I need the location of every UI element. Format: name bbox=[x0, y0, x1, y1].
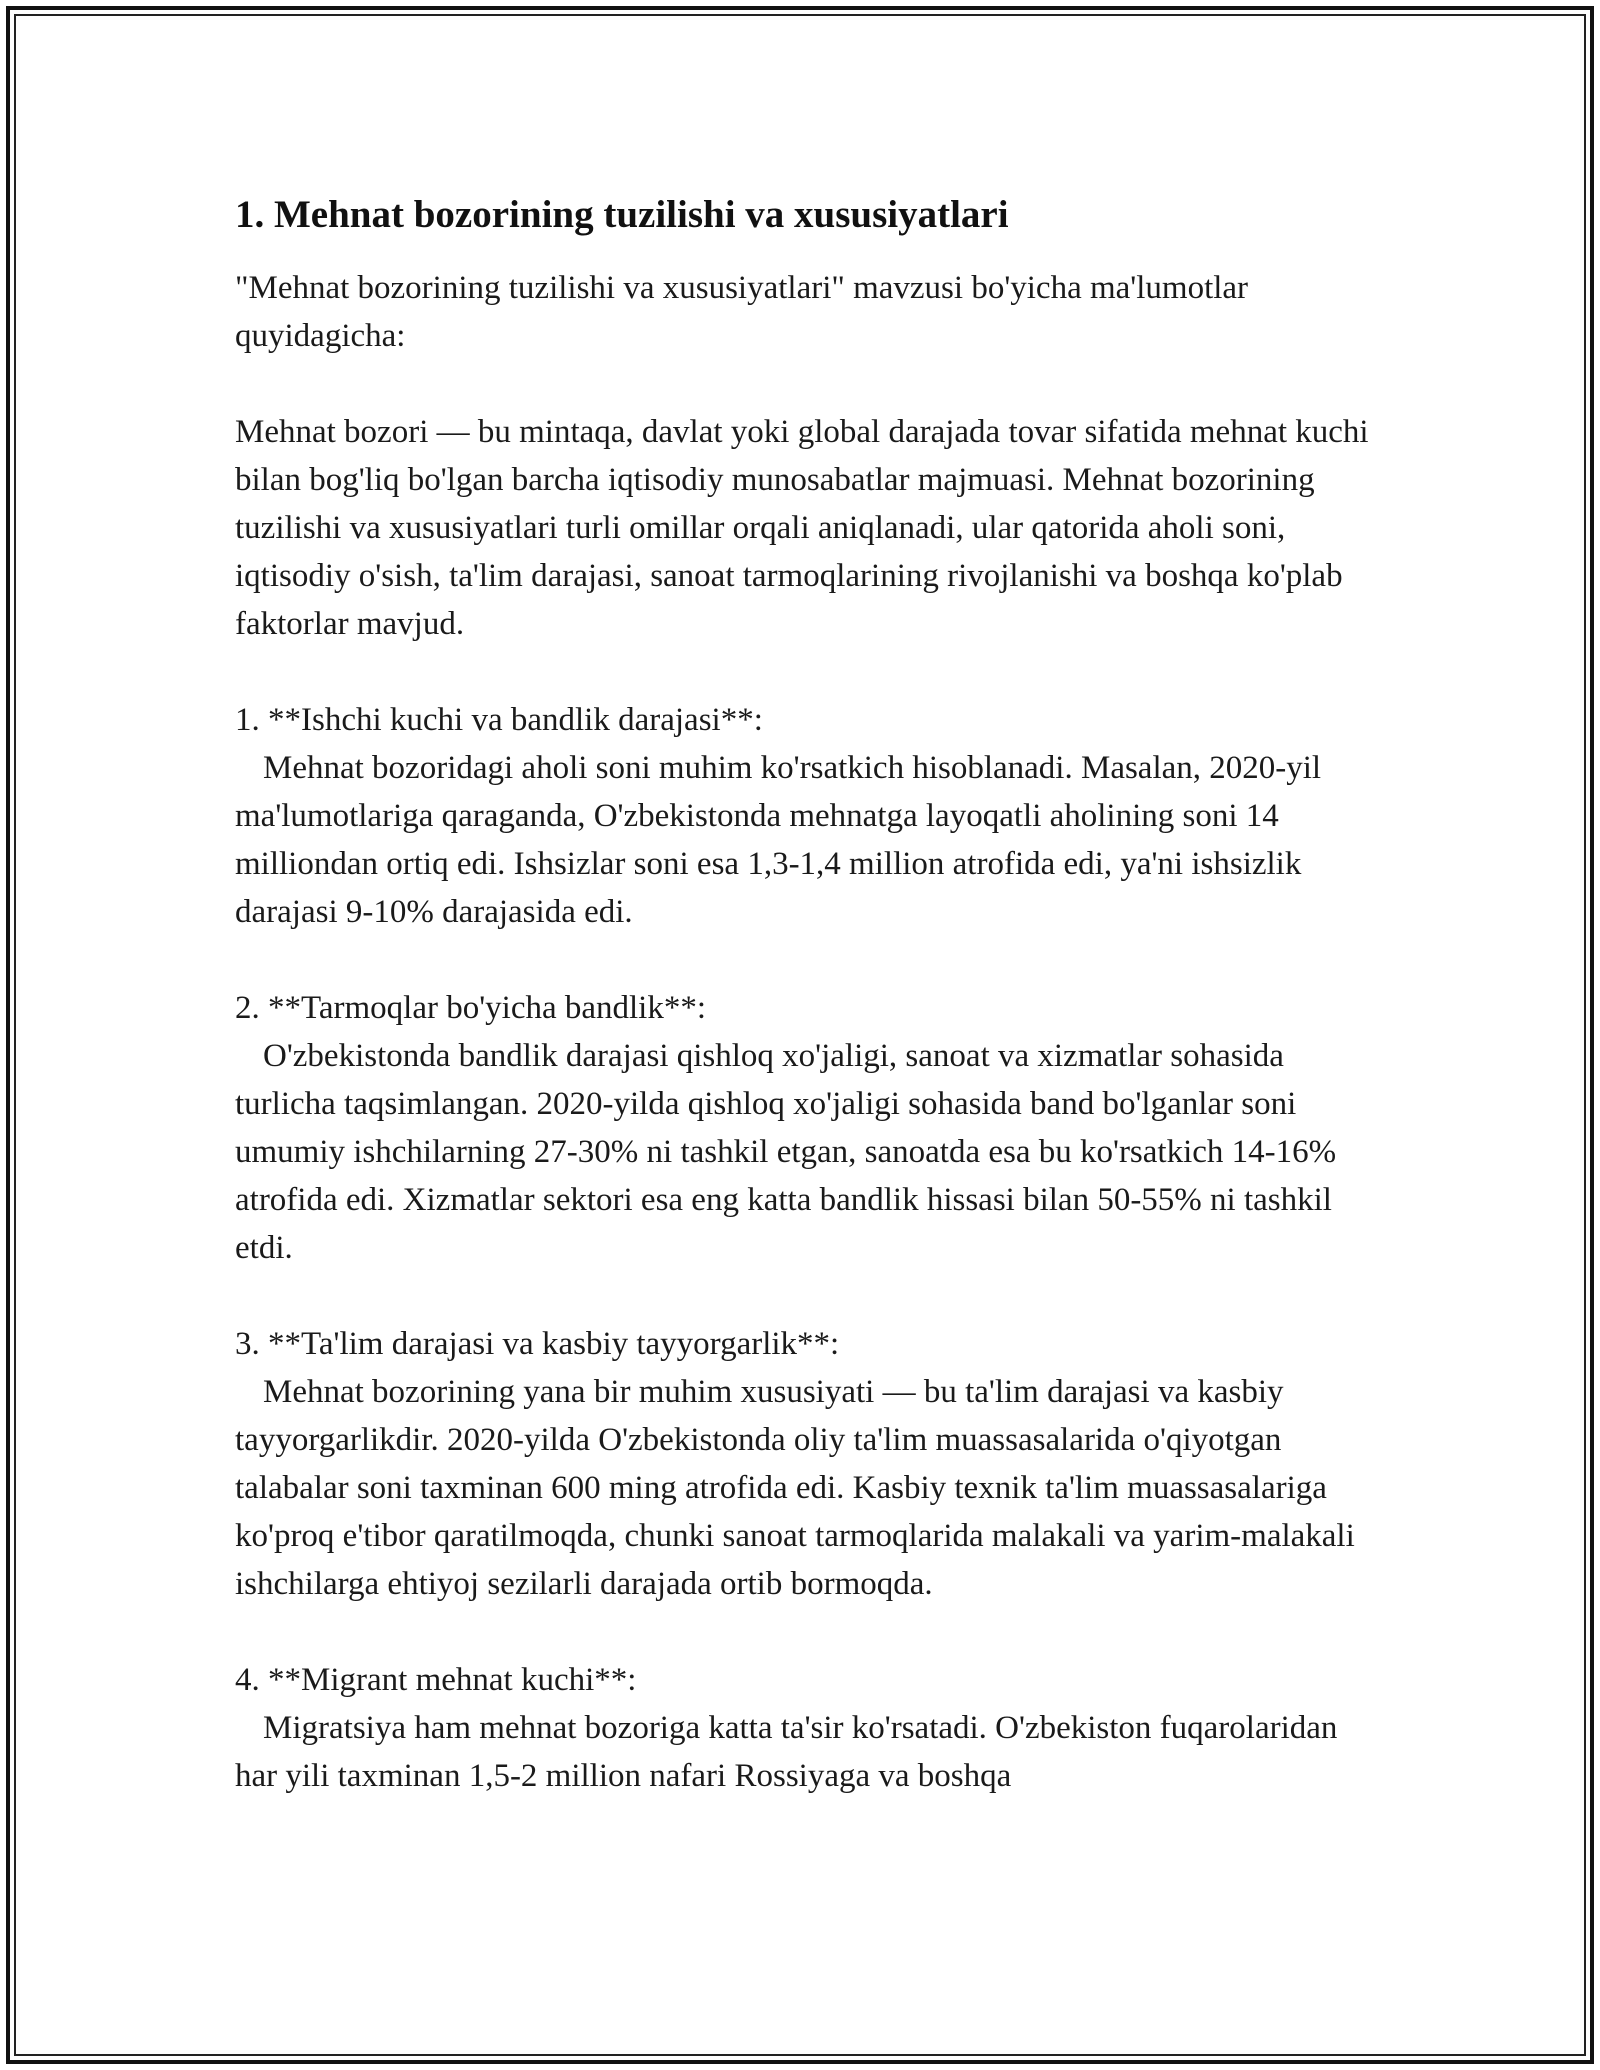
list-item bbox=[235, 696, 1375, 936]
spacer bbox=[235, 936, 1375, 984]
list-item-heading: 4. **Migrant mehnat kuchi**: bbox=[235, 1662, 637, 1698]
list-item-heading: 1. **Ishchi kuchi va bandlik darajasi**: bbox=[235, 702, 763, 738]
spacer bbox=[235, 1608, 1375, 1656]
list-item bbox=[235, 1656, 1375, 1800]
document-title: 1. Mehnat bozorining tuzilishi va xususiyatlari bbox=[235, 193, 1009, 236]
definition-paragraph: Mehnat bozori — bu mintaqa, davlat yoki global darajada tovar sifatida mehnat kuchi bilan bog'liq bo'lgan barcha iqtisodiy munosabatlar majmuasi. Mehnat bozorining tuzilishi va xususiyatlari turli omillar orqali aniqlanadi, ular qatorida aholi soni, iqtisodiy o'sish, ta'lim darajasi, sanoat tarmoqlarining rivojlanishi va boshqa ko'plab faktorlar mavjud. bbox=[235, 414, 1369, 642]
list-item-body: Migratsiya ham mehnat bozoriga katta ta'sir ko'rsatadi. O'zbekiston fuqarolaridan har yili taxminan 1,5-2 million nafari Rossiyaga va boshqa bbox=[235, 1710, 1338, 1794]
list-item-body: Mehnat bozorining yana bir muhim xususiyati — bu ta'lim darajasi va kasbiy tayyorgarlikdir. 2020-yilda O'zbekistonda oliy ta'lim muassasalarida o'qiyotgan talabalar soni taxminan 600 ming atrofida edi. Kasbiy texnik ta'lim muassasalariga ko'proq e'tibor qaratilmoqda, chunki sanoat tarmoqlarida malakali va yarim-malakali ishchilarga ehtiyoj sezilarli darajada ortib bormoqda. bbox=[235, 1374, 1355, 1602]
list-item-heading: 2. **Tarmoqlar bo'yicha bandlik**: bbox=[235, 990, 707, 1026]
list-item-body: O'zbekistonda bandlik darajasi qishloq xo'jaligi, sanoat va xizmatlar sohasida turlicha taqsimlangan. 2020-yilda qishloq xo'jaligi sohasida band bo'lganlar soni umumiy ishchilarning 27-30% ni tashkil etgan, sanoatda esa bu ko'rsatkich 14-16% atrofida edi. Xizmatlar sektori esa eng katta bandlik hissasi bilan 50-55% ni tashkil etdi. bbox=[235, 1038, 1337, 1266]
list-item-body: Mehnat bozoridagi aholi soni muhim ko'rsatkich hisoblanadi. Masalan, 2020-yil ma'lumotlariga qaraganda, O'zbekistonda mehnatga layoqatli aholining soni 14 milliondan ortiq edi. Ishsizlar soni esa 1,3-1,4 million atrofida edi, ya'ni ishsizlik darajasi 9-10% darajasida edi. bbox=[235, 750, 1322, 930]
list-item bbox=[235, 1320, 1375, 1608]
list-item bbox=[235, 984, 1375, 1272]
spacer bbox=[235, 648, 1375, 696]
spacer bbox=[235, 360, 1375, 408]
list-item-heading: 3. **Ta'lim darajasi va kasbiy tayyorgarlik**: bbox=[235, 1326, 840, 1362]
spacer bbox=[235, 1272, 1375, 1320]
document-content bbox=[235, 186, 1375, 1800]
intro-paragraph: "Mehnat bozorining tuzilishi va xususiyatlari" mavzusi bo'yicha ma'lumotlar quyidagicha: bbox=[235, 270, 1249, 354]
